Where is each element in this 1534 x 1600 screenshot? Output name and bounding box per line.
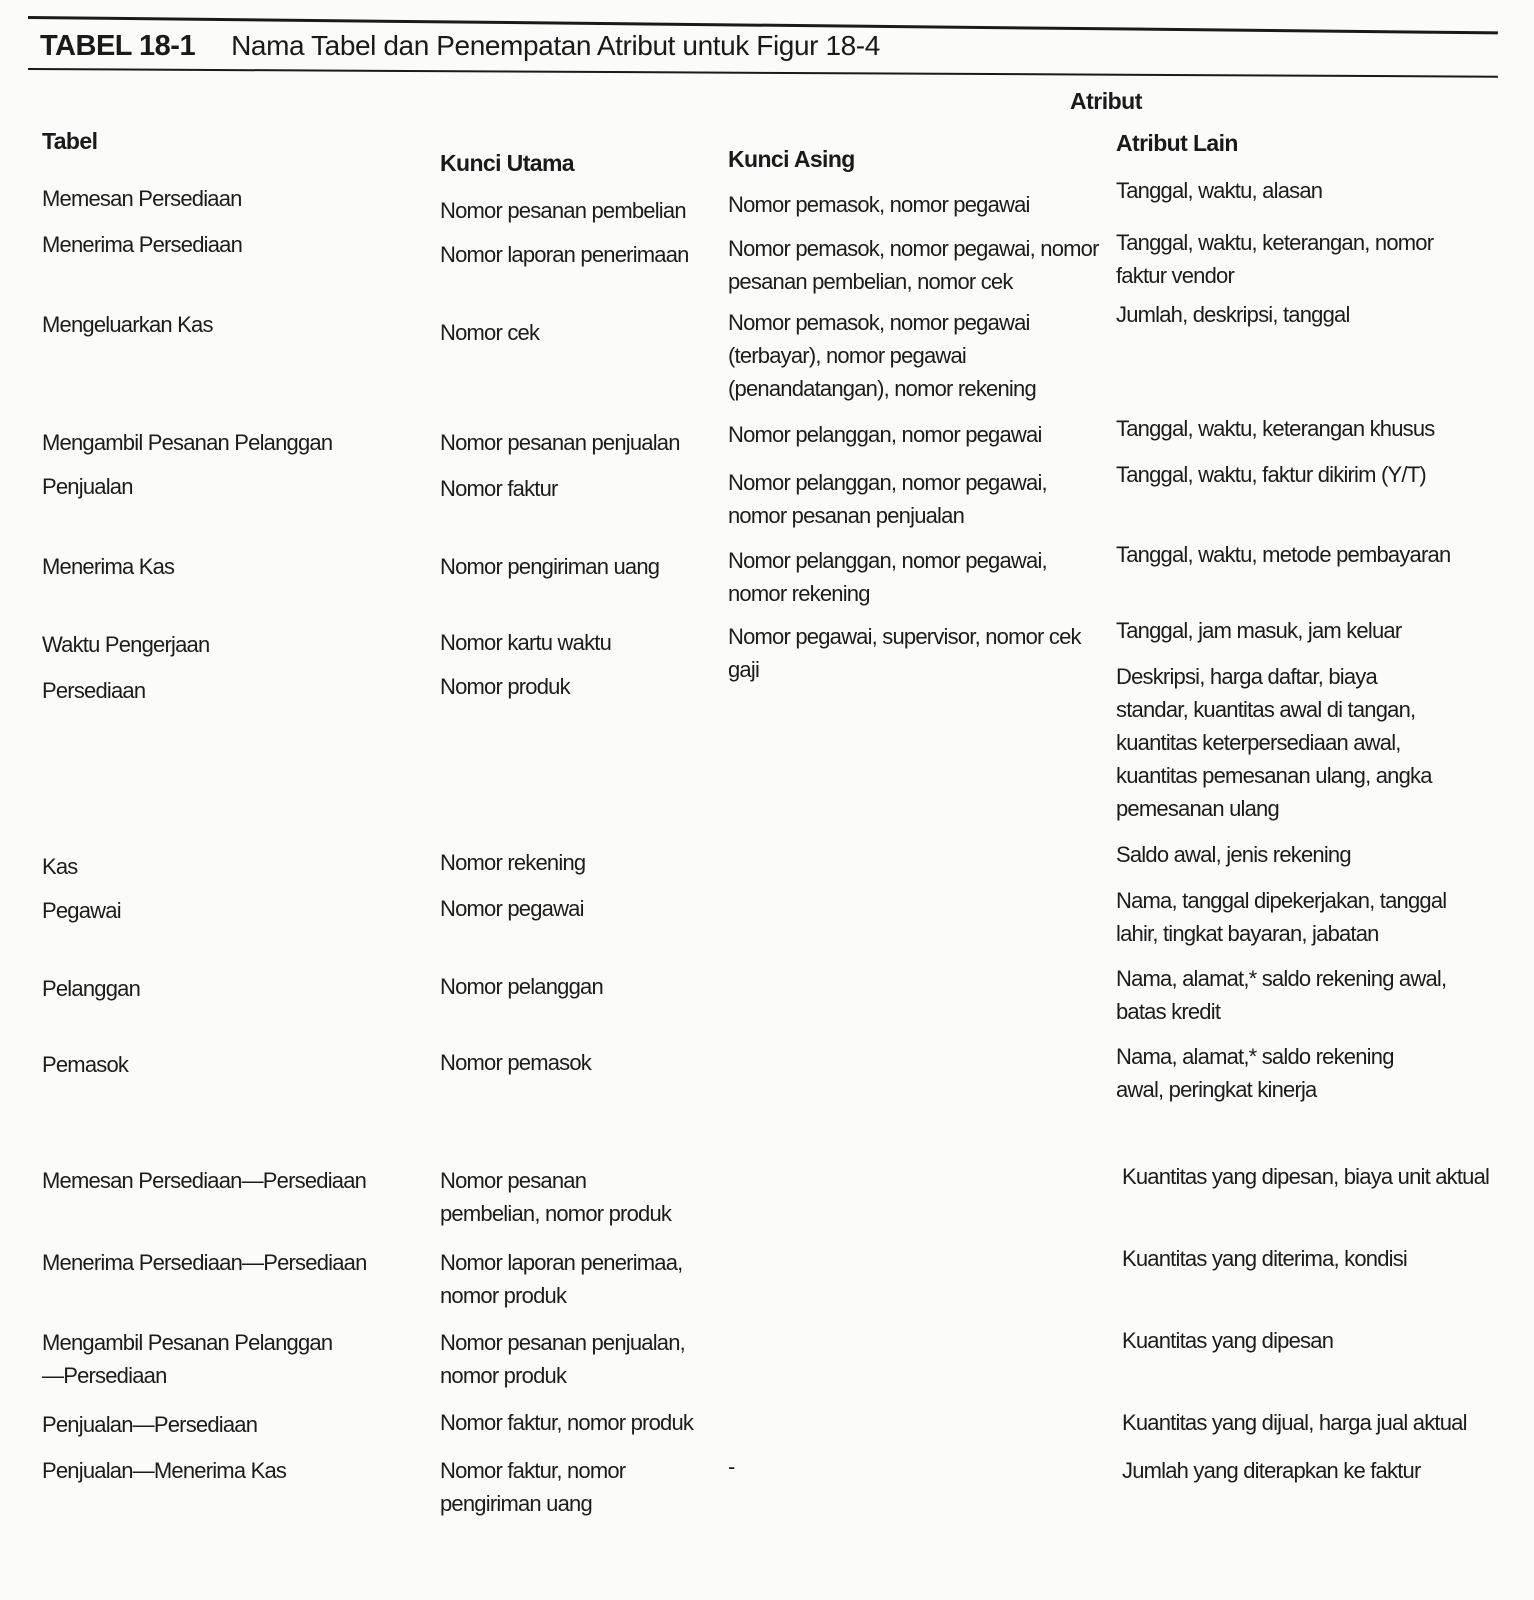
row-14-atribut-lain: Kuantitas yang dipesan [1122, 1328, 1334, 1353]
row-7-kunci-utama: Nomor produk [440, 674, 570, 699]
row-15-kunci-utama: Nomor faktur, nomor produk [440, 1410, 694, 1435]
row-1-kunci-utama: Nomor laporan penerimaan [440, 242, 689, 267]
row-7-tabel: Persediaan [42, 678, 146, 703]
row-9-atribut-lain: Nama, tanggal dipekerjakan, tanggal lahir, tingkat bayaran, jabatan [1116, 888, 1447, 946]
row-4-tabel: Penjualan [42, 474, 133, 499]
row-3-tabel: Mengambil Pesanan Pelanggan [42, 430, 333, 455]
row-15-atribut-lain: Kuantitas yang dijual, harga jual aktual [1122, 1410, 1467, 1435]
row-3-atribut-lain: Tanggal, waktu, keterangan khusus [1116, 416, 1435, 441]
row-5-kunci-utama: Nomor pengiriman uang [440, 554, 660, 579]
row-8-atribut-lain: Saldo awal, jenis rekening [1116, 842, 1351, 867]
row-6-atribut-lain: Tanggal, jam masuk, jam keluar [1116, 618, 1402, 643]
row-16-kunci-utama: Nomor faktur, nomor pengiriman uang [440, 1458, 626, 1516]
row-6-kunci-utama: Nomor kartu waktu [440, 630, 612, 655]
row-4-kunci-utama: Nomor faktur [440, 476, 558, 501]
row-6-tabel: Waktu Pengerjaan [42, 632, 210, 657]
row-16-kunci-asing: - [728, 1454, 735, 1479]
row-5-kunci-asing: Nomor pelanggan, nomor pegawai, nomor rekening [728, 548, 1047, 606]
atribut-group-header: Atribut [1070, 88, 1142, 114]
header-kunci-utama: Kunci Utama [440, 150, 574, 176]
row-5-atribut-lain: Tanggal, waktu, metode pembayaran [1116, 542, 1451, 567]
row-5-tabel: Menerima Kas [42, 554, 175, 579]
row-14-kunci-utama: Nomor pesanan penjualan, nomor produk [440, 1330, 685, 1388]
row-15-tabel: Penjualan—Persediaan [42, 1412, 258, 1437]
row-2-tabel: Mengeluarkan Kas [42, 312, 213, 337]
row-11-tabel: Pemasok [42, 1052, 129, 1077]
row-0-tabel: Memesan Persediaan [42, 186, 242, 211]
header-tabel: Tabel [42, 128, 98, 154]
row-12-tabel: Memesan Persediaan—Persediaan [42, 1168, 367, 1193]
row-10-atribut-lain: Nama, alamat,* saldo rekening awal, batas kredit [1116, 966, 1447, 1024]
row-4-atribut-lain: Tanggal, waktu, faktur dikirim (Y/T) [1116, 462, 1426, 487]
header-atribut-lain: Atribut Lain [1116, 130, 1238, 156]
row-10-kunci-utama: Nomor pelanggan [440, 974, 603, 999]
row-8-tabel: Kas [42, 854, 78, 879]
row-13-tabel: Menerima Persediaan—Persediaan [42, 1250, 367, 1275]
row-9-kunci-utama: Nomor pegawai [440, 896, 584, 921]
row-16-atribut-lain: Jumlah yang diterapkan ke faktur [1122, 1458, 1421, 1483]
row-13-atribut-lain: Kuantitas yang diterima, kondisi [1122, 1246, 1408, 1271]
row-2-atribut-lain: Jumlah, deskripsi, tanggal [1116, 302, 1350, 327]
row-1-atribut-lain: Tanggal, waktu, keterangan, nomor faktur vendor [1116, 230, 1434, 288]
row-10-tabel: Pelanggan [42, 976, 141, 1001]
row-14-tabel: Mengambil Pesanan Pelanggan—Persediaan [42, 1330, 333, 1388]
table-title: Nama Tabel dan Penempatan Atribut untuk Figur 18-4 [231, 30, 880, 61]
header-kunci-asing: Kunci Asing [728, 146, 855, 172]
row-4-kunci-asing: Nomor pelanggan, nomor pegawai, nomor pesanan penjualan [728, 470, 1047, 528]
row-3-kunci-asing: Nomor pelanggan, nomor pegawai [728, 422, 1042, 447]
table-number: TABEL 18-1 [40, 30, 196, 62]
row-16-tabel: Penjualan—Menerima Kas [42, 1458, 287, 1483]
row-13-kunci-utama: Nomor laporan penerimaa, nomor produk [440, 1250, 683, 1308]
row-3-kunci-utama: Nomor pesanan penjualan [440, 430, 680, 455]
row-8-kunci-utama: Nomor rekening [440, 850, 586, 875]
row-7-atribut-lain: Deskripsi, harga daftar, biaya standar, kuantitas awal di tangan, kuantitas keterpersediaan awal, kuantitas pemesanan ulang, angka pemesanan ulang [1116, 664, 1432, 821]
table-caption [40, 30, 880, 70]
row-0-atribut-lain: Tanggal, waktu, alasan [1116, 178, 1323, 203]
row-0-kunci-utama: Nomor pesanan pembelian [440, 198, 686, 223]
row-11-atribut-lain: Nama, alamat,* saldo rekening awal, peringkat kinerja [1116, 1044, 1394, 1102]
row-1-tabel: Menerima Persediaan [42, 232, 243, 257]
row-2-kunci-utama: Nomor cek [440, 320, 540, 345]
row-12-kunci-utama: Nomor pesanan pembelian, nomor produk [440, 1168, 672, 1226]
row-11-kunci-utama: Nomor pemasok [440, 1050, 591, 1075]
row-2-kunci-asing: Nomor pemasok, nomor pegawai (terbayar), nomor pegawai (penandatangan), nomor rekening [728, 310, 1036, 401]
row-12-atribut-lain: Kuantitas yang dipesan, biaya unit aktual [1122, 1164, 1490, 1189]
row-6-kunci-asing: Nomor pegawai, supervisor, nomor cek gaji [728, 624, 1081, 682]
row-1-kunci-asing: Nomor pemasok, nomor pegawai, nomor pesanan pembelian, nomor cek [728, 236, 1099, 294]
row-0-kunci-asing: Nomor pemasok, nomor pegawai [728, 192, 1030, 217]
row-9-tabel: Pegawai [42, 898, 121, 923]
